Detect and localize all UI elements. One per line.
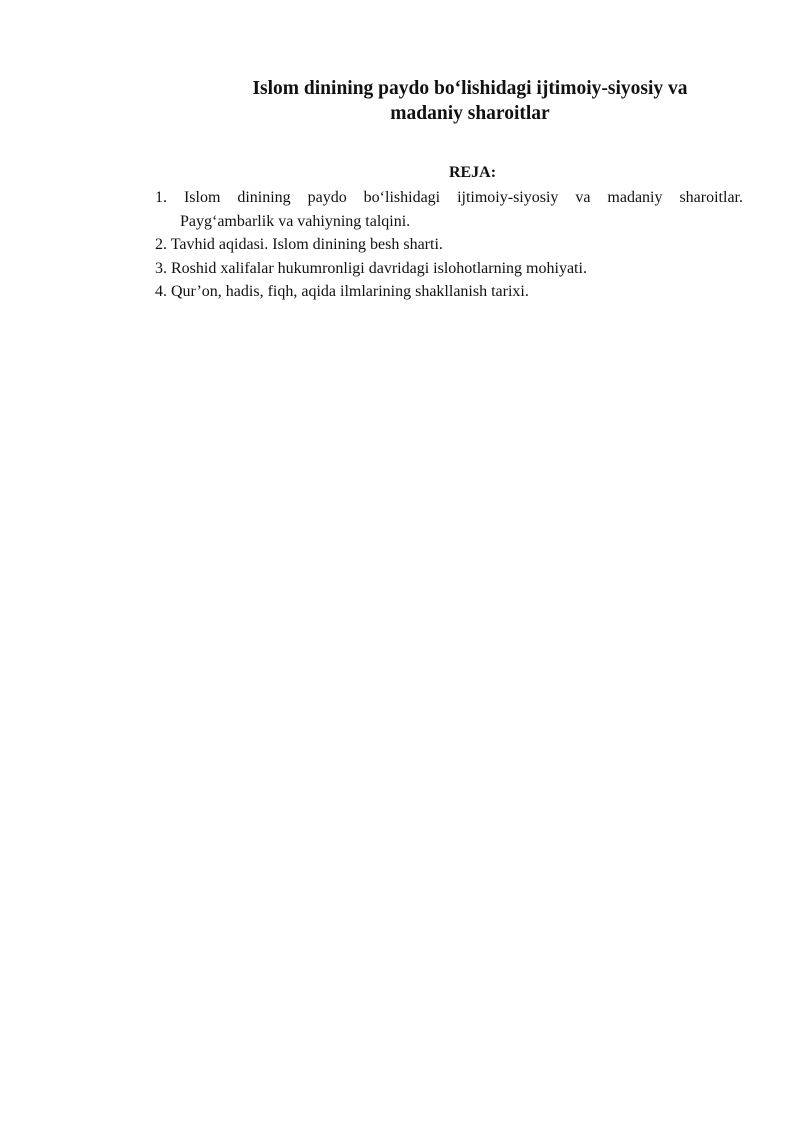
plan-list: [155, 186, 743, 304]
document-title: [150, 76, 790, 126]
plan-item-4: 4. Qur’on, hadis, fiqh, aqida ilmlarining shakllanish tarixi.: [155, 283, 529, 300]
title-line-1: Islom dinining paydo bo‘lishidagi ijtimoiy-siyosiy va: [252, 78, 688, 99]
plan-item-3: 3. Roshid xalifalar hukumronligi davridagi islohotlarning mohiyati.: [155, 259, 587, 277]
plan-item-2: 2. Tavhid aqidasi. Islom dinining besh sharti.: [155, 236, 443, 253]
plan-item-1-line-1: 1. Islom dinining paydo bo‘lishidagi ijtimoiy-siyosiy va madaniy sharoitlar.: [155, 189, 743, 206]
plan-item-1-line-2: Payg‘ambarlik va vahiyning talqini.: [180, 212, 411, 230]
plan-heading: REJA:: [448, 164, 497, 181]
title-line-2: madaniy sharoitlar: [390, 103, 550, 124]
plan-item-1: [155, 186, 743, 233]
